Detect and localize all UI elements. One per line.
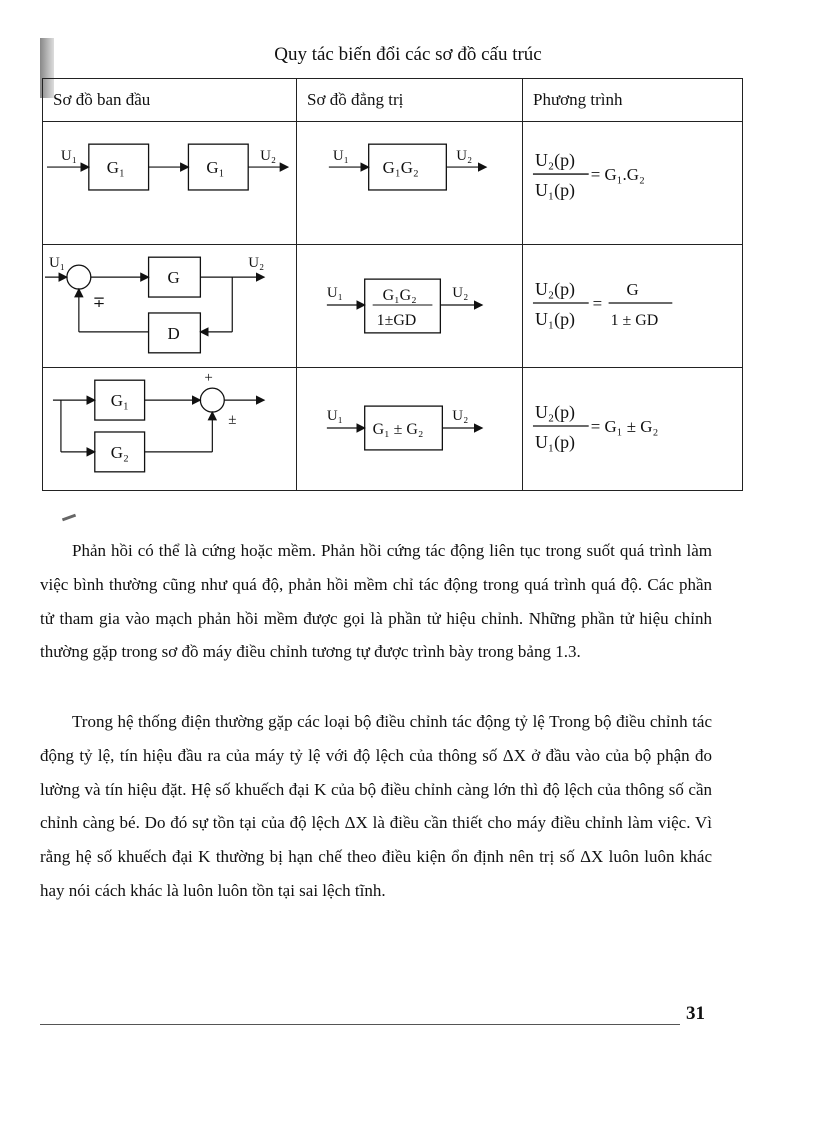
parallel-equation: [523, 368, 742, 490]
header-equation: Phương trình: [523, 79, 743, 122]
parallel-original-cell: [43, 368, 297, 491]
series-block-2-label: G₁: [206, 158, 225, 178]
table-row-feedback: [43, 245, 743, 368]
parallel-equation-cell: [523, 368, 743, 491]
parallel-block-2-label: G₂: [110, 442, 129, 462]
feedback-output-label: U₂: [248, 255, 265, 272]
series-eq-input-label: U₁: [332, 148, 349, 165]
feedback-sign-label: ∓: [92, 294, 106, 311]
feedback-eq-output-label: U₂: [452, 285, 469, 302]
feedback-eq-input-label: U₁: [326, 285, 343, 302]
feedback-eq-denominator: 1±GD: [376, 311, 417, 329]
parallel-eq-result: = G₁ ± G₂: [590, 416, 659, 436]
feedback-eq-lhs-denominator: U₁(p): [534, 308, 576, 329]
transformation-rules-table: [42, 78, 743, 491]
series-eq-block-label: G₁G₂: [382, 158, 419, 178]
feedback-equivalent-cell: [297, 245, 523, 368]
feedback-input-label: U₁: [48, 255, 65, 272]
parallel-eq-input-label: U₁: [326, 408, 343, 425]
feedback-eq-rhs-denominator: 1 ± GD: [610, 311, 659, 329]
parallel-sign-bottom: ±: [228, 412, 237, 429]
feedback-forward-block-label: G: [167, 268, 180, 288]
series-block-1-label: G₁: [106, 158, 125, 178]
feedback-path-block-label: D: [167, 323, 180, 343]
series-eq-output-label: U₂: [456, 148, 473, 165]
series-eq-result: = G₁.G₂: [590, 165, 645, 185]
feedback-eq-rhs-numerator: G: [626, 280, 639, 300]
parallel-original-diagram: [43, 368, 296, 490]
paragraph-feedback-types: Phản hồi có thể là cứng hoặc mềm. Phản hồi cứng tác động liên tục trong suốt quá trình làm việc bình thường cũng như quá độ, phản hồi mềm chỉ tác động trong quá trình quá độ. Các phần tử tham gia vào mạch phản hồi mềm được gọi là phần tử hiệu chỉnh. Những phần tử hiệu chỉnh thường gặp trong sơ đồ máy điều chỉnh tương tự được trình bày trong bảng 1.3.: [40, 541, 712, 662]
parallel-block-1-label: G₁: [110, 391, 129, 411]
parallel-eq-denominator: U₁(p): [534, 431, 576, 452]
parallel-eq-block-label: G₁ ± G₂: [372, 420, 424, 438]
feedback-original-cell: [43, 245, 297, 368]
parallel-sign-top: +: [204, 370, 213, 387]
series-original-diagram: [43, 122, 296, 244]
parallel-equivalent-diagram: [297, 368, 522, 490]
series-output-label: U₂: [260, 148, 277, 165]
series-original-cell: [43, 122, 297, 245]
feedback-original-diagram: [43, 245, 296, 367]
table-row-series: [43, 122, 743, 245]
parallel-eq-numerator: U₂(p): [534, 402, 576, 423]
parallel-eq-output-label: U₂: [452, 408, 469, 425]
footer-divider: [40, 1024, 680, 1025]
series-eq-denominator: U₁(p): [534, 179, 576, 200]
table-row-parallel: [43, 368, 743, 491]
scan-speck: [62, 514, 76, 522]
series-eq-numerator: U₂(p): [534, 150, 576, 171]
series-equivalent-cell: [297, 122, 523, 245]
series-equation: [523, 122, 742, 244]
header-original-diagram: Sơ đồ ban đầu: [43, 79, 297, 122]
table-header-row: [43, 79, 743, 122]
series-equation-cell: [523, 122, 743, 245]
feedback-eq-equals: =: [592, 293, 603, 313]
feedback-eq-numerator: G₁G₂: [382, 287, 417, 305]
feedback-equivalent-diagram: [297, 245, 522, 367]
feedback-eq-lhs-numerator: U₂(p): [534, 279, 576, 300]
series-equivalent-diagram: [297, 122, 522, 244]
feedback-equation-cell: [523, 245, 743, 368]
page-title: Quy tác biến đổi các sơ đồ cấu trúc: [274, 44, 542, 65]
series-input-label: U₁: [60, 148, 77, 165]
feedback-equation: [523, 245, 742, 367]
header-equivalent-diagram: Sơ đồ đẳng trị: [297, 79, 523, 122]
paragraph-proportional-controller: Trong hệ thống điện thường gặp các loại bộ điều chỉnh tác động tỷ lệ Trong bộ điều chỉnh tác động tỷ lệ, tín hiệu đầu ra của máy tỷ lệ với độ lệch của thông số ΔX ở đầu vào của bộ phận đo lường và tín hiệu đặt. Hệ số khuếch đại K của bộ điều chỉnh càng lớn thì độ lệch của thông số cần chỉnh càng bé. Do đó sự tồn tại của độ lệch ΔX là điều cần thiết cho máy điều chỉnh làm việc. Vì rằng hệ số khuếch đại K thường bị hạn chế theo điều kiện ổn định nên trị số ΔX luôn luôn khác hay nói cách khác là luôn luôn tồn tại sai lệch tĩnh.: [40, 712, 712, 900]
parallel-equivalent-cell: [297, 368, 523, 491]
page-number: 31: [686, 1003, 705, 1024]
